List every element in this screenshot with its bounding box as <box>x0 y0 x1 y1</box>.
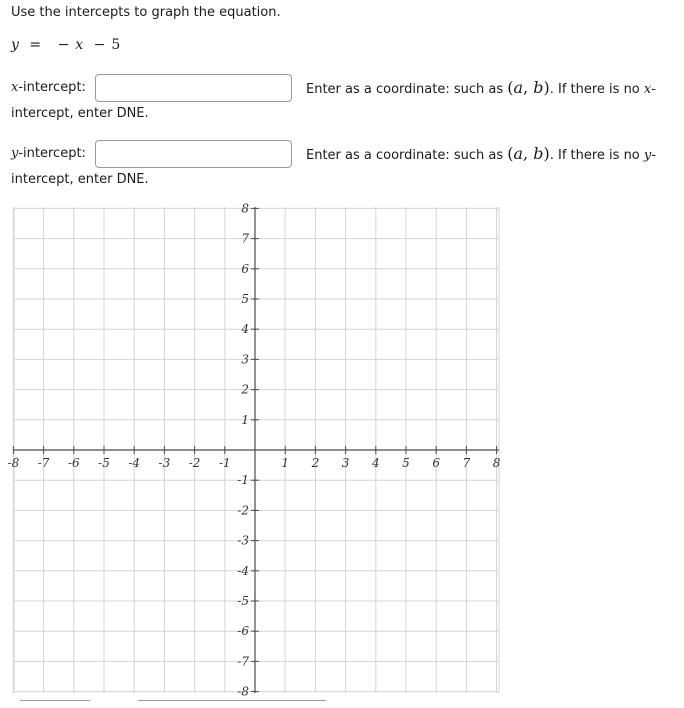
equation-lhs: y <box>11 37 19 53</box>
x-tick-label: 3 <box>341 456 350 470</box>
y-tick-label: 8 <box>241 201 249 216</box>
x-tick-label: -5 <box>98 456 110 470</box>
x-tick-label: 6 <box>432 456 441 470</box>
x-tick-label: 5 <box>402 456 410 470</box>
y-tick-label: 6 <box>241 261 249 276</box>
y-tick-label: 7 <box>241 231 249 246</box>
equation <box>11 37 120 53</box>
x-tick-label: 7 <box>462 456 471 470</box>
instruction-text: Use the intercepts to graph the equation. <box>11 5 281 20</box>
x-intercept-hint: Enter as a coordinate: such as (a, b). If there is no x- <box>306 78 656 97</box>
equation-equals: = <box>29 37 42 53</box>
y-intercept-hint: Enter as a coordinate: such as (a, b). If there is no y- <box>306 144 656 163</box>
y-tick-label: -5 <box>237 594 249 608</box>
x-intercept-label: x-intercept: <box>11 80 86 95</box>
y-intercept-input[interactable] <box>95 140 292 168</box>
x-tick-label: -3 <box>158 456 171 470</box>
y-tick-label: -4 <box>237 563 249 578</box>
x-tick-label: 4 <box>371 456 380 470</box>
axes <box>14 207 499 693</box>
y-intercept-label: y-intercept: <box>11 146 86 161</box>
y-tick-label: 3 <box>241 352 249 367</box>
equation-sign: − <box>57 37 70 53</box>
x-tick-label: -1 <box>218 456 231 470</box>
equation-constant: 5 <box>111 37 121 53</box>
x-tick-label: -7 <box>37 456 50 470</box>
equation-minus: − <box>93 37 106 53</box>
x-intercept-hint-continuation: intercept, enter DNE. <box>11 106 149 121</box>
x-tick-label: 1 <box>281 456 290 470</box>
y-tick-label: 1 <box>241 412 249 427</box>
x-tick-label: 8 <box>492 456 501 470</box>
coordinate-graph[interactable] <box>0 200 684 700</box>
y-tick-label: 5 <box>241 292 249 306</box>
equation-var: x <box>75 37 84 53</box>
y-tick-label: -1 <box>237 473 249 488</box>
y-tick-label: -7 <box>237 654 249 669</box>
y-tick-label: -8 <box>237 684 249 699</box>
x-tick-label: -6 <box>67 456 80 470</box>
x-tick-label: -2 <box>188 456 201 470</box>
y-tick-label: 2 <box>241 382 249 397</box>
y-tick-label: -2 <box>237 503 249 518</box>
y-tick-label: 4 <box>241 322 249 337</box>
x-tick-label: -4 <box>128 456 141 470</box>
y-intercept-hint-continuation: intercept, enter DNE. <box>11 172 149 187</box>
y-tick-label: -3 <box>237 533 249 548</box>
x-intercept-input[interactable] <box>95 74 292 102</box>
x-tick-label: 2 <box>311 456 320 470</box>
y-tick-label: -6 <box>237 624 249 639</box>
x-tick-label: -8 <box>7 456 20 470</box>
